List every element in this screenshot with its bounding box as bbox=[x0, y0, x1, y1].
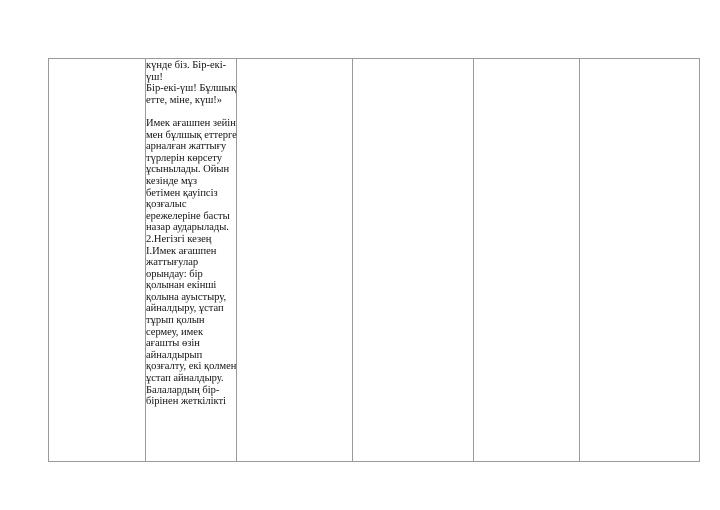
cell-text-line: сермеу, имек bbox=[146, 326, 204, 338]
cell-text-line: арналған жаттығу bbox=[146, 141, 227, 153]
cell-text-line: қозғалыс bbox=[146, 199, 187, 211]
cell-text-line: қолына ауыстыру, bbox=[146, 291, 227, 303]
column-divider-3 bbox=[352, 59, 353, 461]
lesson-plan-table bbox=[48, 58, 700, 462]
cell-text-line: ұсынылады. Ойын bbox=[146, 164, 230, 176]
cell-text-line: ағашты өзін bbox=[146, 338, 200, 350]
cell-text-line: күнде біз. Бір-екі- bbox=[146, 60, 227, 71]
cell-text-line: жаттығулар bbox=[146, 257, 199, 269]
cell-text-line: ұстап айналдыру. bbox=[146, 373, 224, 385]
column-divider-4 bbox=[473, 59, 474, 461]
cell-text-line: мен бұлшық еттерге bbox=[146, 129, 237, 141]
cell-text-line: Бір-екі-үш! Бұлшық bbox=[146, 83, 237, 95]
cell-text-line: кезінде мұз bbox=[146, 175, 197, 187]
cell-text-line: етте, міне, күш!» bbox=[146, 94, 223, 106]
cell-text-line: ережелеріне басты bbox=[146, 210, 230, 222]
cell-text-line: қолынан екінші bbox=[146, 280, 217, 292]
cell-text-line: назар аударылады. bbox=[146, 222, 229, 234]
cell-text-line: Имек ағашпен зейін bbox=[146, 117, 236, 129]
cell-text-line: Балалардың бір- bbox=[146, 384, 220, 396]
cell-text-line: бірінен жеткілікті bbox=[146, 396, 226, 408]
column-divider-5 bbox=[579, 59, 580, 461]
cell-text-line: 2.Негізгі кезең bbox=[146, 233, 212, 245]
cell-text-line: бетімен қауіпсіз bbox=[146, 187, 218, 199]
cell-text-line: үш! bbox=[146, 71, 163, 83]
activity-description-cell bbox=[146, 60, 238, 408]
cell-text-line: орындау: бір bbox=[146, 268, 203, 280]
cell-text-line: айналдыру, ұстап bbox=[146, 303, 224, 315]
cell-text-line: І.Имек ағашпен bbox=[146, 245, 217, 257]
cell-text-line: айналдырып bbox=[146, 349, 203, 361]
cell-text-line: тұрып қолын bbox=[146, 315, 205, 327]
cell-text-line: қозғалту, екі қолмен bbox=[146, 361, 237, 373]
cell-text-line: түрлерін көрсету bbox=[146, 152, 223, 164]
paragraph-gap bbox=[146, 106, 238, 118]
